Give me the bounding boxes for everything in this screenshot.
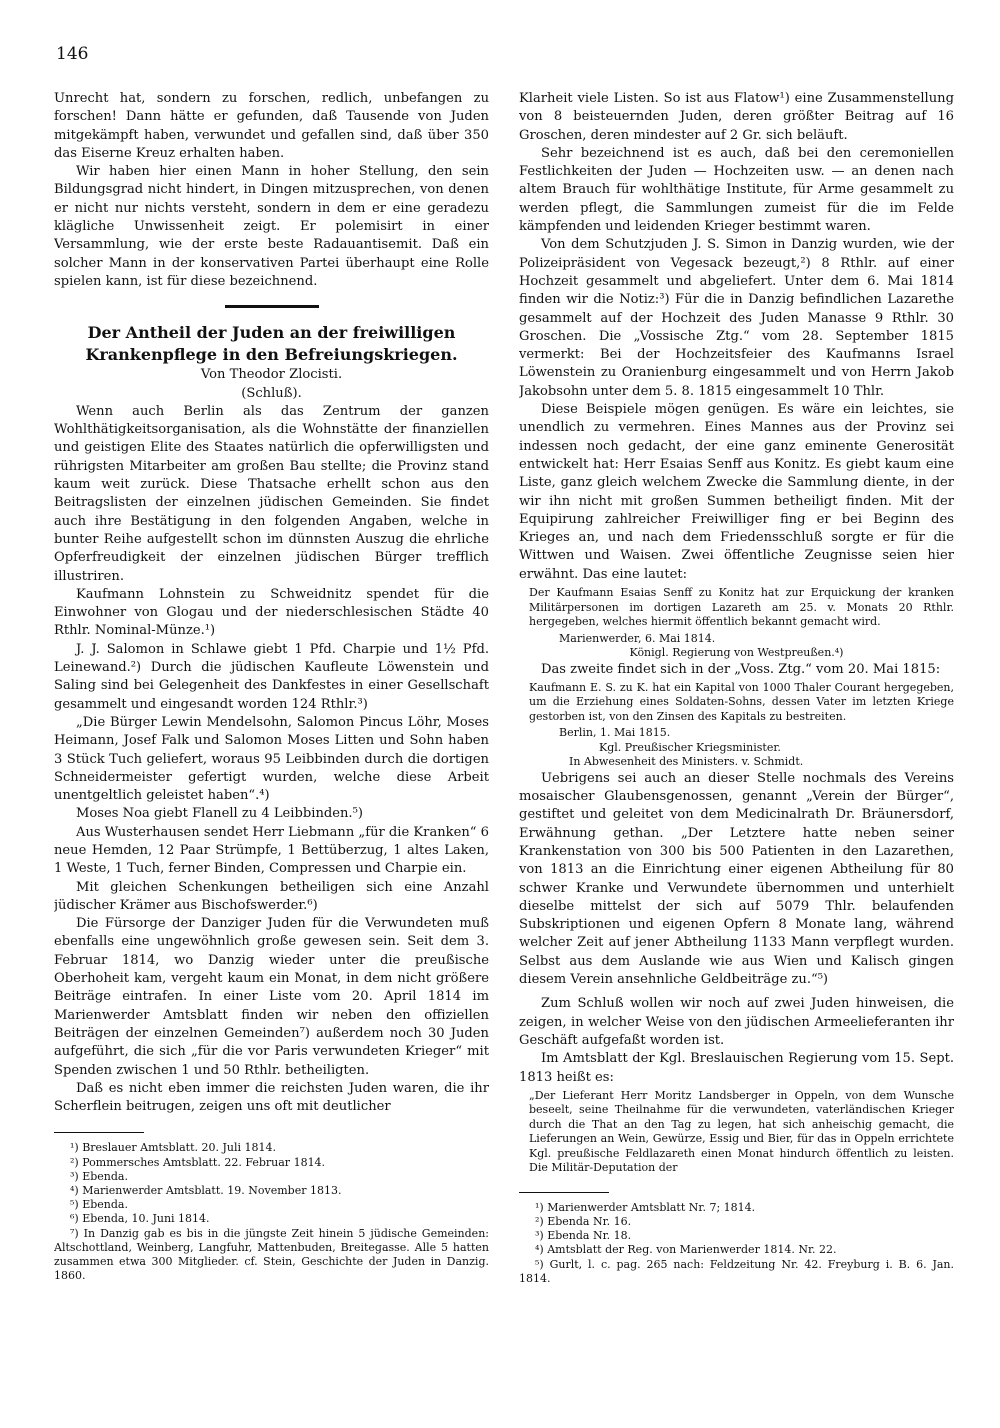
footnote: ¹) Marienwerder Amtsblatt Nr. 7; 1814.: [535, 1200, 756, 1214]
paragraph: Zum Schluß wollen wir noch auf zwei Juden hinweisen, die zeigen, in welcher Weise von den jüdischen Armeelieferanten ihr Geschäft aufgefaßt worden ist.: [519, 996, 954, 1048]
footnote: ⁴) Amtsblatt der Reg. von Marienwerder 1814. Nr. 22.: [535, 1243, 837, 1257]
paragraph: Mit gleichen Schenkungen betheiligen sich eine Anzahl jüdischer Krämer aus Bischofswerder.⁶): [54, 879, 489, 913]
paragraph: J. J. Salomon in Schlawe giebt 1 Pfd. Charpie und 1½ Pfd. Leinewand.²) Durch die jüdischen Kaufleute Löwenstein und Saling sind bei Gelegenheit des Dankfestes in einer Gesellschaft gesammelt und eingesandt worden 124 Rthlr.³): [54, 641, 489, 712]
quoted-notice: Der Kaufmann Esaias Senff zu Konitz hat zur Erquickung der kranken Militärpersonen im dortigen Lazareth am 25. v. Monats 20 Rthlr. hergegeben, welches hiermit öffentlich bekannt gemacht wird.: [529, 586, 954, 629]
article-part-label: (Schluß).: [241, 385, 302, 401]
article-title: Der Antheil der Juden an der freiwilligen Krankenpflege in den Befreiungskriegen.: [85, 323, 458, 365]
notice-signature: Kgl. Preußischer Kriegsminister.: [599, 740, 781, 754]
paragraph: „Die Bürger Lewin Mendelsohn, Salomon Pincus Löhr, Moses Heimann, Josef Falk und Salomon Moses Litten und Sohn haben 3 Stück Tuch geliefert, woraus 95 Leibbinden durch die dortigen Schneidermeister gefertigt wurden, welche diese Arbeit unentgeltlich geleistet haben“.⁴): [54, 714, 489, 804]
footnote: ²) Ebenda Nr. 16.: [535, 1215, 632, 1229]
paragraph: Kaufmann Lohnstein zu Schweidnitz spendet für die Einwohner von Glogau und der niederschlesischen Städte 40 Rthlr. Nominal-Münze.¹): [54, 586, 489, 639]
paragraph: Das zweite findet sich in der „Voss. Ztg.“ vom 20. Mai 1815:: [541, 661, 941, 677]
notice-signature: In Abwesenheit des Ministers. v. Schmidt.: [569, 755, 804, 769]
footnote-divider: [519, 1192, 609, 1193]
footnote-divider: [54, 1132, 144, 1133]
paragraph: Die Fürsorge der Danziger Juden für die Verwundeten muß ebenfalls eine ungewöhnlich große gewesen sein. Seit dem 3. Februar 1814, wo Danzig wieder unter die preußische Oberhoheit kam, vergeht kaum ein Monat, in dem nicht größere Beiträge eintrafen. In einer Liste vom 20. April 1814 im Marienwerder Amtsblatt finden wir neben den offiziellen Beiträgen der einzelnen Gemeinden⁷) außerdem noch 30 Juden aufgeführt, die sich „für die vor Paris verwundeten Krieger“ mit Spenden zwischen 1 und 50 Rthlr. betheiligten.: [54, 916, 489, 1078]
footnote: ⁶) Ebenda, 10. Juni 1814.: [70, 1212, 210, 1226]
section-divider: [225, 305, 319, 308]
paragraph: Aus Wusterhausen sendet Herr Liebmann „für die Kranken“ 6 neue Hemden, 12 Paar Strümpfe, 1 Bettüberzug, 1 altes Laken, 1 Weste, 1 Tuch, ferner Binden, Compressen und Charpie ein.: [54, 824, 489, 877]
right-column: [519, 90, 954, 1390]
paragraph: Moses Noa giebt Flanell zu 4 Leibbinden.⁵): [76, 806, 363, 822]
quoted-notice: „Der Lieferant Herr Moritz Landsberger in Oppeln, von dem Wunsche beseelt, seine Theilnahme für die verwundeten, vaterländischen Krieger durch die That an den Tag zu legen, hat sich anheischig gemacht, die Lieferungen an Wein, Gewürze, Essig und Bier, für das in Oppeln errichtete Kgl. preußische Feldlazareth einen Monat hindurch öffentlich zu leisten. Die Militär-Deputation der: [529, 1088, 954, 1175]
paragraph: Klarheit viele Listen. So ist aus Flatow¹) eine Zusammenstellung von 8 beisteuernden Juden, deren größter Beitrag auf 16 Groschen, deren mindester auf 2 Gr. sich beläuft.: [519, 91, 954, 143]
page-number: 146: [56, 44, 89, 64]
paragraph: Sehr bezeichnend ist es auch, daß bei den ceremoniellen Festlichkeiten der Juden — Hochzeiten usw. — an denen nach altem Brauch für wohlthätige Institute, für Arme gesammelt zu werden pflegt, die Sammlungen zumeist für die im Felde kämpfenden und leidenden Krieger bestimmt waren.: [519, 145, 954, 235]
footnote: ²) Pommersches Amtsblatt. 22. Februar 1814.: [70, 1155, 326, 1169]
quoted-notice: Kaufmann E. S. zu K. hat ein Kapital von 1000 Thaler Courant hergegeben, um die Erziehung eines Soldaten-Sohns, dessen Vater im letzten Kriege gestorben ist, von den Zinsen des Kapitals zu bestreiten.: [529, 680, 954, 723]
paragraph: Von dem Schutzjuden J. S. Simon in Danzig wurden, wie der Polizeipräsident von Vegesack bezeugt,²) 8 Rthlr. auf einer Hochzeit gesammelt und abgeliefert. Unter dem 6. Mai 1814 finden wir die Notiz:³) Für die in Danzig befindlichen Lazarethe gesammelt auf der Hochzeit des Juden Manasse 9 Rthlr. 30 Groschen. Die „Vossische Ztg.“ vom 28. September 1815 vermerkt: Bei der Hochzeitsfeier des Kaufmanns Israel Löwenstein zu Oranienburg eingesammelt und von Herrn Jakob Jakobsohn unter dem 5. 8. 1815 eingesammelt 10 Thlr.: [519, 237, 954, 399]
paragraph: Im Amtsblatt der Kgl. Breslauischen Regierung vom 15. Sept. 1813 heißt es:: [519, 1051, 954, 1085]
notice-place-date: Marienwerder, 6. Mai 1814.: [559, 631, 716, 645]
paragraph: Wenn auch Berlin als das Zentrum der ganzen Wohlthätigkeitsorganisation, als die Wohnstätte der finanziellen und geistigen Elite des Staates natürlich die opferwilligsten und rührigsten Mitarbeiter am großen Bau stellte; die Provinz stand kaum weit zurück. Diese Thatsache erhellt schon aus den Beitragslisten der einzelnen jüdischen Gemeinden. Sie findet auch ihre Bestätigung in den folgenden Angaben, welche in bunter Reihe aufgestellt schon im dünnsten Auszug die ehrliche Opferfreudigkeit der einzelnen jüdischen Bürger trefflich illustriren.: [54, 403, 489, 584]
footnote: ¹) Breslauer Amtsblatt. 20. Juli 1814.: [70, 1141, 277, 1155]
paragraph: Uebrigens sei auch an dieser Stelle nochmals des Vereins mosaischer Glaubensgenossen, genannt „Verein der Bürger“, gestiftet und geleitet von dem Medicinalrath Dr. Bräunersdorf, Erwähnung gethan. „Der Letztere hatte neben seiner Krankenstation von 300 bis 500 Patienten in den Lazarethen, von 1813 an die Einrichtung einer eigenen Abtheilung für 80 schwer Kranke und Verwundete übernommen und unterhielt dieselbe mittelst der sich auf 5079 Thlr. belaufenden Subskriptionen und eigenen Opfern 8 Monate lang, während welcher Zeit auf jener Abtheilung 1133 Mann verpflegt wurden. Selbst aus dem Auslande wie aus Wien und Kalisch gingen diesem Verein ansehnliche Geldbeiträge zu.“⁵): [519, 770, 954, 988]
footnote: ⁴) Marienwerder Amtsblatt. 19. November 1813.: [70, 1184, 342, 1198]
notice-place-date: Berlin, 1. Mai 1815.: [559, 726, 671, 740]
footnote: ³) Ebenda Nr. 18.: [535, 1229, 632, 1243]
notice-signature: Königl. Regierung von Westpreußen.⁴): [629, 646, 844, 660]
paragraph: Wir haben hier einen Mann in hoher Stellung, den sein Bildungsgrad nicht hindert, in Dingen mitzusprechen, von denen er nicht nur nichts versteht, sondern in dem er eine geradezu klägliche Unwissenheit zeigt. Er polemisirt in einer Versammlung, wie der erste beste Radauantisemit. Daß ein solcher Mann in der konservativen Partei überhaupt eine Rolle spielen kann, ist für diese bezeichnend.: [54, 164, 489, 289]
paragraph: Daß es nicht eben immer die reichsten Juden waren, die ihr Scherflein beitrugen, zeigen uns oft mit deutlicher: [54, 1080, 489, 1115]
footnote: ⁷) In Danzig gab es bis in die jüngste Zeit hinein 5 jüdische Gemeinden: Altschottland, Weinberg, Langfuhr, Mattenbuden, Breitegasse. Alle 5 hatten zusammen etwa 300 Mitglieder. cf. Stein, Geschichte der Juden in Danzig. 1860.: [54, 1226, 489, 1283]
footnote: ⁵) Gurlt, l. c. pag. 265 nach: Feldzeitung Nr. 42. Freyburg i. B. 6. Jan. 1814.: [519, 1257, 954, 1285]
left-column: [54, 90, 489, 1390]
paragraph: Unrecht hat, sondern zu forschen, redlich, unbefangen zu forschen! Dann hätte er gefunden, daß Tausende von Juden mitgekämpft haben, verwundet und gefallen sind, daß über 350 das Eiserne Kreuz erhalten haben.: [54, 91, 489, 161]
article-author: Von Theodor Zlocisti.: [200, 367, 343, 383]
footnote: ³) Ebenda.: [70, 1169, 128, 1183]
paragraph: Diese Beispiele mögen genügen. Es wäre ein leichtes, sie unendlich zu vermehren. Eines Mannes aus der Provinz sei indessen noch gedacht, der eine ganz eminente Generosität entwickelt hat: Herr Esaias Senff aus Konitz. Es giebt kaum eine Liste, ganz gleich welchem Zwecke die Sammlung diente, in der wir ihn nicht mit großen Summen betheiligt finden. Mit der Equipirung zahlreicher Freiwilliger fing er bei Beginn des Krieges an, und nach dem Friedensschluß sorgte er für die Wittwen und Waisen. Zwei öffentliche Zeugnisse seien hier erwähnt. Das eine lautet:: [519, 402, 954, 582]
footnote: ⁵) Ebenda.: [70, 1198, 128, 1212]
